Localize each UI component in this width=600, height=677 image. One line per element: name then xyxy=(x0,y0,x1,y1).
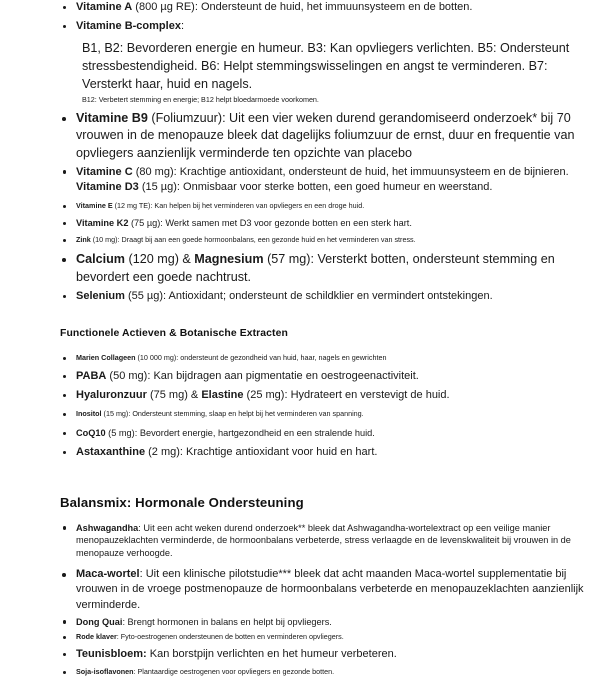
list-item xyxy=(60,369,588,384)
ingredient-dose: (800 µg RE) xyxy=(132,1,195,13)
ingredient-name-secondary: Magnesium xyxy=(194,251,264,266)
ingredient-desc-secondary: : Versterkt botten, ondersteunt stemming en bevordert een goede nachtrust. xyxy=(76,251,555,284)
ingredient-name: Marien Collageen xyxy=(76,353,136,363)
ingredient-name: Maca-wortel xyxy=(76,568,140,581)
ingredient-name: Teunisbloem: xyxy=(76,647,147,660)
bullet-icon xyxy=(63,295,66,298)
list-item xyxy=(60,0,588,15)
list-item xyxy=(60,616,588,629)
ingredient-dose: (10 000 mg) xyxy=(135,353,177,363)
ingredient-name: Hyaluronzuur xyxy=(76,389,147,402)
ingredient-name: Zink xyxy=(76,235,91,245)
bullet-icon xyxy=(63,671,66,674)
ingredient-desc: : Kan helpen bij het verminderen van opvliegers en een droge huid. xyxy=(150,201,365,211)
ingredient-desc: : ondersteunt de gezondheid van huid, haar, nagels en gewrichten xyxy=(176,353,387,363)
ingredient-dose: (5 mg) xyxy=(105,427,135,438)
ingredient-dose: (2 mg) xyxy=(145,446,180,459)
list-item xyxy=(60,647,588,662)
list-item xyxy=(60,427,588,440)
bullet-icon xyxy=(63,653,66,656)
ingredient-name: Soja-isoflavonen xyxy=(76,667,134,676)
bullet-icon xyxy=(63,239,66,242)
ingredient-name: Vitamine A xyxy=(76,1,133,13)
bullet-icon xyxy=(63,394,66,397)
ingredient-desc: : Ondersteunt de huid, het immuunsysteem en de botten. xyxy=(194,1,473,13)
ingredient-name: Vitamine K2 xyxy=(76,217,129,228)
bullet-icon xyxy=(62,117,66,121)
balansmix-list xyxy=(60,522,588,677)
list-item xyxy=(60,110,588,163)
bullet-icon xyxy=(63,432,66,435)
bullet-icon xyxy=(63,6,66,9)
bullet-icon xyxy=(63,636,66,639)
bullet-icon xyxy=(63,222,66,225)
ingredient-name: Calcium xyxy=(76,251,125,266)
bullet-icon xyxy=(63,526,66,529)
ingredient-dose-secondary: (25 mg) xyxy=(243,389,285,402)
ingredient-desc: : Draagt bij aan een goede hormoonbalans, een gezonde huid en het verminderen van stress. xyxy=(117,235,416,245)
functionele-list xyxy=(60,353,588,460)
vitamin-list-top xyxy=(60,0,588,34)
section-heading-functionele: Functionele Actieven & Botanische Extracten xyxy=(60,328,288,340)
ingredient-name-secondary: Elastine xyxy=(201,389,244,402)
list-item xyxy=(60,165,588,195)
ingredient-name: Inositol xyxy=(76,409,102,419)
ingredient-dose: (10 mg) xyxy=(90,235,118,245)
bullet-icon xyxy=(63,620,66,623)
ingredient-desc: : Uit een vier weken durend gerandomiseerd onderzoek* bij 70 vrouwen in de menopauze bleek dat dagelijks foliumzuur de ernst, duur en frequentie van opvliegers aanzienlijk verminderde ten opzichte van placebo xyxy=(76,110,575,161)
ingredient-name: Vitamine C xyxy=(76,165,133,178)
ingredient-name: Dong Quai xyxy=(76,616,123,627)
ingredient-desc: : Fyto-oestrogenen ondersteunen de botten en verminderen opvliegers. xyxy=(116,632,344,642)
vitamin-list-main xyxy=(60,110,588,304)
list-item xyxy=(60,567,588,613)
ingredient-name: PABA xyxy=(76,369,107,382)
b-complex-paragraph: B1, B2: Bevorderen energie en humeur. B3: Kan opvliegers verlichten. B5: Ondersteunt stressbestendigheid. B6: Helpt stemmingswisselingen en angst te verminderen. B7: Versterkt haar, huid en nagels. xyxy=(82,41,570,91)
spacer xyxy=(60,559,588,567)
ingredient-dose: (12 mg TE) xyxy=(112,201,151,211)
list-item xyxy=(60,19,588,34)
bullet-icon xyxy=(63,413,66,416)
ingredient-name: Rode klaver xyxy=(76,632,117,642)
ingredient-dose: (75 µg) xyxy=(128,217,161,228)
ingredient-dose: (80 mg) xyxy=(132,165,174,178)
bullet-icon xyxy=(62,258,66,262)
ingredient-desc: : Uit een klinische pilotstudie*** bleek dat acht maanden Maca-wortel supplementatie bij vrouwen in de vroege postmenopauze de hormoonbalans verbeterde en menopauzeklachten aanzienlijk verminderde. xyxy=(76,568,584,611)
ingredient-desc: : Krachtige antioxidant, ondersteunt de huid, het immuunsysteem en de bijnieren. xyxy=(173,165,569,178)
ingredient-desc: : Krachtige antioxidant voor huid en hart. xyxy=(179,446,378,459)
ingredient-desc: : Brengt hormonen in balans en helpt bij opvliegers. xyxy=(122,616,332,627)
spacer xyxy=(60,304,588,328)
ingredient-name: Vitamine B-complex xyxy=(76,20,181,33)
ingredient-dose: (Foliumzuur) xyxy=(147,110,223,125)
bullet-icon xyxy=(63,357,66,360)
bullet-icon xyxy=(63,170,66,173)
ingredient-desc: : Werkt samen met D3 voor gezonde botten en een sterk hart. xyxy=(160,217,412,228)
list-item xyxy=(60,201,588,211)
spacer xyxy=(60,419,588,427)
bullet-icon xyxy=(63,25,66,28)
bullet-icon xyxy=(63,451,66,454)
ingredient-dose: (50 mg) xyxy=(106,369,148,382)
ingredient-desc: : Uit een acht weken durend onderzoek** bleek dat Ashwagandha-wortelextract op een veilige manier menopauzeklachten verminderde, de hormoonbalans verbeterde, stress verlaagde en de levenskwaliteit bij vrouwen in de menopauze verhoogde. xyxy=(76,522,571,558)
section-heading-balansmix: Balansmix: Hormonale Ondersteuning xyxy=(60,494,304,510)
list-item xyxy=(60,289,588,304)
list-item xyxy=(60,235,588,245)
list-item xyxy=(60,409,588,419)
ingredient-name-secondary: Vitamine D3 xyxy=(76,180,139,193)
bullet-icon xyxy=(63,375,66,378)
ingredient-name: Vitamine B9 xyxy=(76,110,148,125)
bullet-icon xyxy=(62,573,66,577)
list-item xyxy=(60,353,588,363)
bullet-icon xyxy=(63,205,66,208)
ingredient-desc: : Kan bijdragen aan pigmentatie en oestrogeenactiviteit. xyxy=(147,369,419,382)
ingredient-dose: (55 µg) xyxy=(124,290,164,303)
ingredient-desc: : Bevordert energie, hartgezondheid en een stralende huid. xyxy=(134,427,375,438)
list-item xyxy=(60,445,588,460)
ingredient-desc: : Antioxidant; ondersteunt de schildklier en vermindert ontstekingen. xyxy=(163,290,493,303)
ingredient-dose-secondary: (57 mg) xyxy=(263,251,311,266)
ingredient-desc-secondary: : Onmisbaar voor sterke botten, een goed humeur en weerstand. xyxy=(176,180,493,193)
list-item xyxy=(60,251,588,286)
ingredient-name: Ashwagandha xyxy=(76,522,139,533)
list-item xyxy=(60,217,588,230)
ingredient-desc: : xyxy=(180,20,185,33)
list-item xyxy=(60,388,588,403)
spacer xyxy=(60,485,588,495)
ingredient-name: CoQ10 xyxy=(76,427,106,438)
ingredient-desc-secondary: : Hydrateert en verstevigt de huid. xyxy=(284,389,450,402)
ingredient-dose: (120 mg) & xyxy=(125,251,195,266)
ingredient-desc: Kan borstpijn verlichten en het humeur verbeteren. xyxy=(146,647,397,660)
ingredient-dose: (15 mg) xyxy=(101,409,129,419)
ingredient-name: Selenium xyxy=(76,290,125,303)
spacer xyxy=(60,510,588,522)
ingredient-name: Vitamine E xyxy=(76,201,113,211)
list-item xyxy=(60,667,588,677)
b12-footnote: B12: Verbetert stemming en energie; B12 helpt bloedarmoede voorkomen. xyxy=(82,95,319,105)
ingredient-desc: : Plantaardige oestrogenen voor opvliegers en gezonde botten. xyxy=(133,667,335,676)
ingredient-name: Astaxanthine xyxy=(76,446,146,459)
ingredient-desc: : Ondersteunt stemming, slaap en helpt bij het verminderen van spanning. xyxy=(128,409,364,419)
ingredient-dose: (75 mg) & xyxy=(146,389,202,402)
spacer xyxy=(60,339,588,353)
list-item xyxy=(60,632,588,642)
ingredient-dose-secondary: (15 µg) xyxy=(138,180,177,193)
spacer xyxy=(60,461,588,485)
list-item xyxy=(60,522,588,560)
